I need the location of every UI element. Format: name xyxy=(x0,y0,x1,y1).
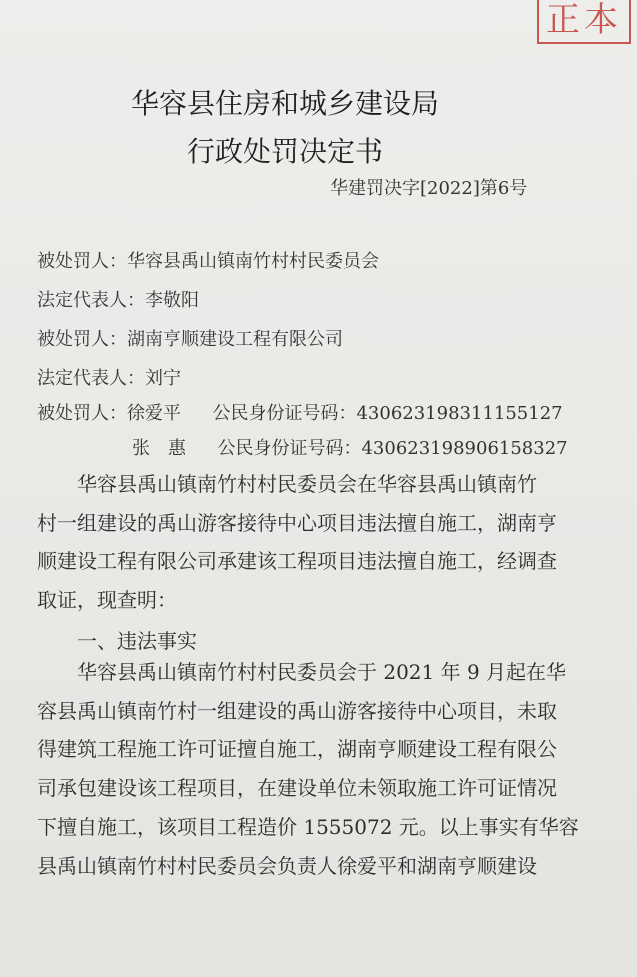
field-label: 法定代表人： xyxy=(37,290,145,311)
field-label: 法定代表人： xyxy=(37,368,145,389)
issuer-title: 华容县住房和城乡建设局 xyxy=(130,87,439,120)
id-number: 430623198311155127 xyxy=(356,403,563,424)
field-legal-rep-1 xyxy=(37,286,199,312)
paragraph-line: 县禹山镇南竹村村民委员会负责人徐爱平和湖南亨顺建设 xyxy=(37,853,537,878)
document-number: 华建罚决字[2022]第6号 xyxy=(330,178,528,199)
paragraph-line: 容县禹山镇南竹村一组建设的禹山游客接待中心项目，未取 xyxy=(37,698,557,723)
field-value: 徐爱平 xyxy=(127,403,181,424)
paragraph-line: 取证，现查明： xyxy=(37,588,177,613)
field-label: 被处罚人： xyxy=(37,251,127,272)
field-party-3 xyxy=(37,399,563,425)
field-value: 张 惠 xyxy=(132,438,186,459)
field-label: 被处罚人： xyxy=(37,329,127,350)
paragraph-line: 顺建设工程有限公司承建该工程项目违法擅自施工，经调查 xyxy=(37,549,557,574)
field-party-4 xyxy=(132,434,568,460)
paragraph-line: 村一组建设的禹山游客接待中心项目违法擅自施工，湖南亨 xyxy=(37,510,557,535)
original-copy-stamp: 正本 xyxy=(537,0,631,44)
paragraph-line: 司承包建设该工程项目，在建设单位未领取施工许可证情况 xyxy=(37,776,557,801)
field-value: 李敬阳 xyxy=(145,290,199,311)
document-title: 行政处罚决定书 xyxy=(186,135,383,168)
id-number: 430623198906158327 xyxy=(361,438,568,459)
field-value: 刘宁 xyxy=(145,368,181,389)
paragraph-line: 下擅自施工，该项目工程造价 1555072 元。以上事实有华容 xyxy=(37,814,579,839)
paragraph-line: 华容县禹山镇南竹村村民委员会在华容县禹山镇南竹 xyxy=(77,472,537,496)
id-label: 公民身份证号码： xyxy=(212,403,357,424)
section-heading-facts: 一、违法事实 xyxy=(77,629,197,653)
field-value: 华容县禹山镇南竹村村民委员会 xyxy=(127,251,379,272)
paragraph-line: 得建筑工程施工许可证擅自施工，湖南亨顺建设工程有限公 xyxy=(37,737,557,762)
facts-paragraph xyxy=(37,653,597,885)
field-party-1 xyxy=(37,247,379,273)
field-legal-rep-2 xyxy=(37,364,181,390)
field-value: 湖南亨顺建设工程有限公司 xyxy=(127,329,343,350)
intro-paragraph xyxy=(37,465,597,620)
paragraph-line: 华容县禹山镇南竹村村民委员会于 2021 年 9 月起在华 xyxy=(77,660,567,684)
id-label: 公民身份证号码： xyxy=(217,438,362,459)
field-party-2 xyxy=(37,325,343,351)
field-label: 被处罚人： xyxy=(37,403,127,424)
